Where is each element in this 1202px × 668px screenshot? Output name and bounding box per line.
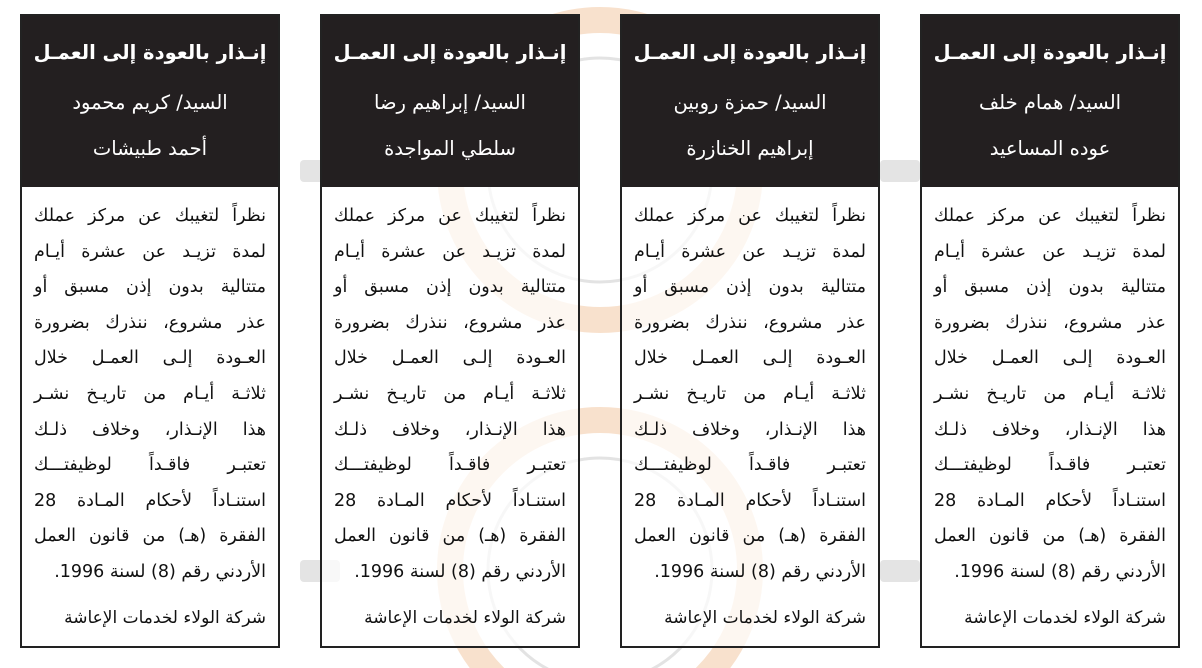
body-line: نظراً لتغيبك عن مركز عملك (334, 206, 566, 226)
company-signature: شركة الولاء لخدمات الإعاشة (364, 607, 566, 628)
company-signature: شركة الولاء لخدمات الإعاشة (964, 607, 1166, 628)
body-line: ثلاثـة أيـام من تاريـخ نشـر (334, 383, 566, 404)
body-line: الفقرة (هـ) من قانون العمل (34, 526, 266, 547)
notice-header (322, 16, 578, 187)
body-line: العـودة إلـى العمـل خلال (634, 348, 866, 369)
body-line: الفقرة (هـ) من قانون العمل (934, 526, 1166, 547)
person-name-line1: السيد/ حمزة روبين (673, 91, 827, 114)
notice-header (22, 16, 278, 187)
body-line: نظراً لتغيبك عن مركز عملك (34, 206, 266, 226)
body-line: متتالية بدون إذن مسبق أو (634, 277, 866, 298)
notice-body (22, 187, 278, 591)
body-line: الأردني رقم (8) لسنة 1996. (54, 561, 266, 582)
body-line: تعتبـر فاقـداً لوظيفتـــك (634, 455, 866, 476)
body-line: استنـاداً لأحكام المـادة 28 (34, 490, 266, 511)
body-line: العـودة إلـى العمـل خلال (934, 348, 1166, 369)
body-line: متتالية بدون إذن مسبق أو (34, 277, 266, 298)
notice-card-4 (20, 14, 280, 648)
body-line: استنـاداً لأحكام المـادة 28 (934, 490, 1166, 511)
body-line: ثلاثـة أيـام من تاريـخ نشـر (934, 383, 1166, 404)
notice-title: إنـذار بالعودة إلى العمـل (33, 41, 267, 64)
body-line: لمدة تزيـد عن عشرة أيـام (334, 241, 566, 262)
body-line: لمدة تزيـد عن عشرة أيـام (34, 241, 266, 262)
person-name-line2: سلطي المواجدة (384, 137, 516, 160)
body-line: عذر مشروع، ننذرك بضرورة (634, 312, 866, 333)
body-line: الفقرة (هـ) من قانون العمل (634, 526, 866, 547)
body-line: هذا الإنـذار، وخلاف ذلـك (34, 419, 266, 440)
notice-header (622, 16, 878, 187)
body-line: لمدة تزيـد عن عشرة أيـام (934, 241, 1166, 262)
body-line: عذر مشروع، ننذرك بضرورة (34, 312, 266, 333)
person-name-line2: إبراهيم الخنازرة (686, 137, 814, 160)
body-line: لمدة تزيـد عن عشرة أيـام (634, 241, 866, 262)
company-signature: شركة الولاء لخدمات الإعاشة (64, 607, 266, 628)
body-line: استنـاداً لأحكام المـادة 28 (334, 490, 566, 511)
person-name-line1: السيد/ همام خلف (978, 91, 1122, 114)
body-line: تعتبـر فاقـداً لوظيفتـــك (334, 455, 566, 476)
body-line: هذا الإنـذار، وخلاف ذلـك (934, 419, 1166, 440)
person-name-line1: السيد/ كريم محمود (72, 91, 228, 114)
notice-header (922, 16, 1178, 187)
notice-title: إنـذار بالعودة إلى العمـل (333, 41, 567, 64)
notice-body (622, 187, 878, 591)
person-name-line2: أحمد طبيشات (92, 137, 208, 160)
body-line: الأردني رقم (8) لسنة 1996. (954, 561, 1166, 582)
body-line: الأردني رقم (8) لسنة 1996. (354, 561, 566, 582)
notice-body (322, 187, 578, 591)
body-line: تعتبـر فاقـداً لوظيفتـــك (934, 455, 1166, 476)
person-name-line2: عوده المساعيد (989, 137, 1111, 160)
notice-card-1 (920, 14, 1180, 648)
notice-title: إنـذار بالعودة إلى العمـل (633, 41, 867, 64)
body-line: عذر مشروع، ننذرك بضرورة (934, 312, 1166, 333)
body-line: ثلاثـة أيـام من تاريـخ نشـر (634, 383, 866, 404)
body-line: متتالية بدون إذن مسبق أو (934, 277, 1166, 298)
body-line: ثلاثـة أيـام من تاريـخ نشـر (34, 383, 266, 404)
body-line: نظراً لتغيبك عن مركز عملك (934, 206, 1166, 226)
notice-card-3 (320, 14, 580, 648)
body-line: الفقرة (هـ) من قانون العمل (334, 526, 566, 547)
company-signature: شركة الولاء لخدمات الإعاشة (664, 607, 866, 628)
body-line: هذا الإنـذار، وخلاف ذلـك (634, 419, 866, 440)
body-line: عذر مشروع، ننذرك بضرورة (334, 312, 566, 333)
notice-body (922, 187, 1178, 591)
body-line: استنـاداً لأحكام المـادة 28 (634, 490, 866, 511)
body-line: متتالية بدون إذن مسبق أو (334, 277, 566, 298)
body-line: نظراً لتغيبك عن مركز عملك (634, 206, 866, 226)
notice-card-2 (620, 14, 880, 648)
person-name-line1: السيد/ إبراهيم رضا (374, 91, 526, 114)
body-line: الأردني رقم (8) لسنة 1996. (654, 561, 866, 582)
body-line: تعتبـر فاقـداً لوظيفتـــك (34, 455, 266, 476)
body-line: هذا الإنـذار، وخلاف ذلـك (334, 419, 566, 440)
body-line: العـودة إلـى العمـل خلال (34, 348, 266, 369)
notice-title: إنـذار بالعودة إلى العمـل (933, 41, 1167, 64)
body-line: العـودة إلـى العمـل خلال (334, 348, 566, 369)
